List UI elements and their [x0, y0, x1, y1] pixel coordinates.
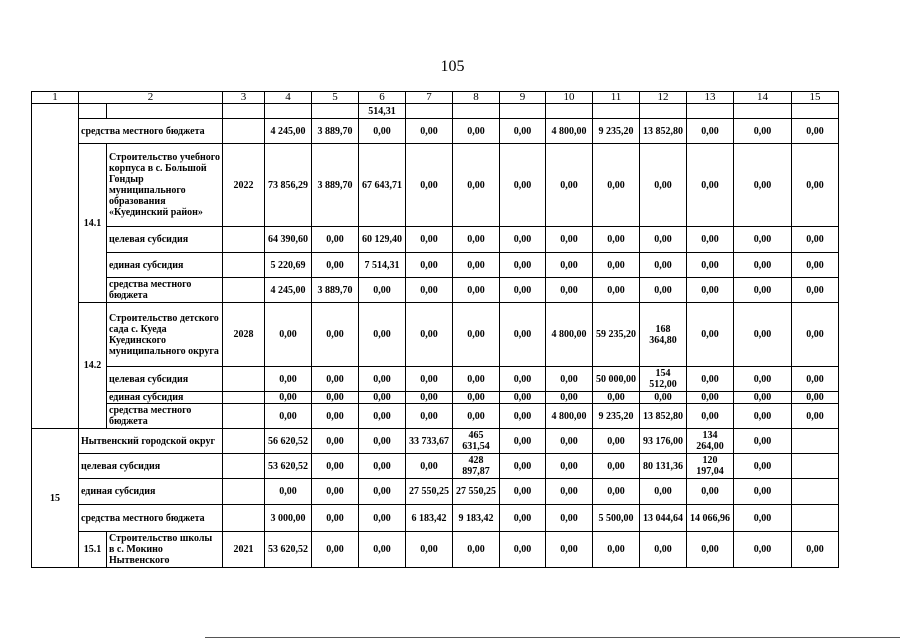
subsection-cell: 14.1: [79, 144, 107, 303]
value-cell: 0,00: [453, 144, 500, 227]
value-cell: 0,00: [687, 479, 734, 505]
value-cell: 56 620,52: [265, 429, 312, 454]
value-cell: 0,00: [593, 144, 640, 227]
year-cell: [223, 404, 265, 429]
value-cell: 0,00: [406, 119, 453, 144]
value-cell: 0,00: [500, 392, 546, 404]
value-cell: 514,31: [359, 104, 406, 119]
bottom-rule: [205, 637, 900, 638]
value-cell: 0,00: [500, 454, 546, 479]
value-cell: 0,00: [312, 392, 359, 404]
table-row: [32, 227, 839, 253]
value-cell: [687, 104, 734, 119]
value-cell: [312, 104, 359, 119]
value-cell: [792, 454, 839, 479]
table-row: [32, 104, 839, 119]
header-cell: 6: [359, 92, 406, 104]
year-cell: [223, 505, 265, 532]
name-cell: [107, 104, 223, 119]
value-cell: 0,00: [359, 303, 406, 367]
name-cell: Строительство учебного корпуса в с. Большой Гондыр муниципального образования «Куединский район»: [107, 144, 223, 227]
value-cell: 0,00: [593, 429, 640, 454]
year-cell: [223, 227, 265, 253]
year-cell: [223, 253, 265, 278]
value-cell: 0,00: [593, 392, 640, 404]
value-cell: 0,00: [546, 144, 593, 227]
header-cell: 14: [734, 92, 792, 104]
value-cell: 0,00: [406, 227, 453, 253]
table-header-row: [32, 92, 839, 104]
value-cell: 0,00: [359, 119, 406, 144]
value-cell: 0,00: [265, 479, 312, 505]
value-cell: 0,00: [640, 392, 687, 404]
value-cell: [593, 104, 640, 119]
value-cell: [453, 104, 500, 119]
year-cell: [223, 479, 265, 505]
value-cell: 80 131,36: [640, 454, 687, 479]
value-cell: 0,00: [312, 532, 359, 568]
value-cell: 3 000,00: [265, 505, 312, 532]
name-cell: единая субсидия: [107, 392, 223, 404]
value-cell: 0,00: [640, 227, 687, 253]
value-cell: 60 129,40: [359, 227, 406, 253]
value-cell: 0,00: [500, 367, 546, 392]
value-cell: 0,00: [312, 505, 359, 532]
value-cell: 0,00: [546, 392, 593, 404]
value-cell: 0,00: [734, 227, 792, 253]
value-cell: 0,00: [546, 227, 593, 253]
value-cell: 93 176,00: [640, 429, 687, 454]
value-cell: 0,00: [687, 392, 734, 404]
value-cell: 0,00: [687, 119, 734, 144]
value-cell: 0,00: [687, 303, 734, 367]
value-cell: 465 631,54: [453, 429, 500, 454]
header-cell: 11: [593, 92, 640, 104]
header-cell: 9: [500, 92, 546, 104]
value-cell: 0,00: [453, 532, 500, 568]
subsection-cell: [79, 104, 107, 119]
value-cell: 0,00: [500, 144, 546, 227]
table-row: [32, 144, 839, 227]
value-cell: 0,00: [687, 278, 734, 303]
value-cell: 0,00: [359, 429, 406, 454]
table-row: [32, 367, 839, 392]
value-cell: 428 897,87: [453, 454, 500, 479]
value-cell: 0,00: [640, 144, 687, 227]
value-cell: 0,00: [453, 392, 500, 404]
value-cell: 0,00: [500, 278, 546, 303]
table-row: [32, 429, 839, 454]
name-cell: целевая субсидия: [79, 454, 223, 479]
value-cell: 0,00: [265, 367, 312, 392]
value-cell: 0,00: [359, 278, 406, 303]
value-cell: 0,00: [792, 253, 839, 278]
value-cell: 67 643,71: [359, 144, 406, 227]
value-cell: 0,00: [546, 532, 593, 568]
value-cell: 9 235,20: [593, 119, 640, 144]
value-cell: 168 364,80: [640, 303, 687, 367]
value-cell: 59 235,20: [593, 303, 640, 367]
value-cell: 53 620,52: [265, 532, 312, 568]
value-cell: 0,00: [359, 404, 406, 429]
value-cell: 0,00: [500, 227, 546, 253]
value-cell: 0,00: [546, 454, 593, 479]
value-cell: 0,00: [312, 227, 359, 253]
value-cell: 0,00: [500, 532, 546, 568]
value-cell: 0,00: [734, 253, 792, 278]
value-cell: 14 066,96: [687, 505, 734, 532]
name-cell: средства местного бюджета: [79, 119, 223, 144]
year-cell: [223, 278, 265, 303]
value-cell: 0,00: [406, 454, 453, 479]
name-cell: целевая субсидия: [107, 367, 223, 392]
year-cell: 2028: [223, 303, 265, 367]
value-cell: 0,00: [792, 278, 839, 303]
header-cell: 4: [265, 92, 312, 104]
value-cell: 0,00: [265, 404, 312, 429]
value-cell: 0,00: [734, 303, 792, 367]
value-cell: [734, 104, 792, 119]
value-cell: 0,00: [792, 144, 839, 227]
value-cell: 0,00: [500, 429, 546, 454]
value-cell: 0,00: [734, 454, 792, 479]
value-cell: 0,00: [593, 454, 640, 479]
table-row: [32, 532, 839, 568]
name-cell: Строительство школы в с. Мокино Нытвенского: [107, 532, 223, 568]
table-row: [32, 278, 839, 303]
value-cell: 3 889,70: [312, 278, 359, 303]
value-cell: 0,00: [546, 253, 593, 278]
value-cell: 0,00: [359, 505, 406, 532]
value-cell: 134 264,00: [687, 429, 734, 454]
value-cell: [640, 104, 687, 119]
value-cell: [792, 429, 839, 454]
table-row: [32, 505, 839, 532]
name-cell: Нытвенский городской округ: [79, 429, 223, 454]
value-cell: 0,00: [500, 505, 546, 532]
header-cell: 3: [223, 92, 265, 104]
value-cell: 0,00: [734, 119, 792, 144]
value-cell: 0,00: [792, 532, 839, 568]
value-cell: 13 852,80: [640, 404, 687, 429]
value-cell: 3 889,70: [312, 119, 359, 144]
value-cell: 53 620,52: [265, 454, 312, 479]
value-cell: 0,00: [792, 392, 839, 404]
value-cell: 5 500,00: [593, 505, 640, 532]
header-cell: 1: [32, 92, 79, 104]
value-cell: 0,00: [359, 454, 406, 479]
value-cell: 0,00: [687, 144, 734, 227]
value-cell: 0,00: [500, 303, 546, 367]
table-row: [32, 119, 839, 144]
value-cell: 0,00: [640, 479, 687, 505]
section-number-cell: 15: [32, 429, 79, 568]
value-cell: 0,00: [312, 454, 359, 479]
value-cell: 0,00: [453, 227, 500, 253]
name-cell: единая субсидия: [79, 479, 223, 505]
value-cell: 0,00: [500, 479, 546, 505]
value-cell: 13 852,80: [640, 119, 687, 144]
name-cell: средства местного бюджета: [79, 505, 223, 532]
value-cell: 0,00: [453, 278, 500, 303]
value-cell: 0,00: [312, 479, 359, 505]
value-cell: 0,00: [500, 404, 546, 429]
value-cell: 0,00: [593, 278, 640, 303]
value-cell: 0,00: [453, 253, 500, 278]
value-cell: 0,00: [734, 404, 792, 429]
value-cell: 0,00: [734, 479, 792, 505]
value-cell: [792, 479, 839, 505]
value-cell: 0,00: [406, 303, 453, 367]
name-cell: целевая субсидия: [107, 227, 223, 253]
value-cell: 0,00: [312, 429, 359, 454]
value-cell: 13 044,64: [640, 505, 687, 532]
value-cell: 0,00: [453, 367, 500, 392]
value-cell: [500, 104, 546, 119]
value-cell: 0,00: [687, 253, 734, 278]
header-cell: 8: [453, 92, 500, 104]
header-cell: 7: [406, 92, 453, 104]
year-cell: [223, 454, 265, 479]
value-cell: 0,00: [734, 505, 792, 532]
value-cell: 33 733,67: [406, 429, 453, 454]
table-row: [32, 303, 839, 367]
table-row: [32, 253, 839, 278]
value-cell: 5 220,69: [265, 253, 312, 278]
value-cell: 7 514,31: [359, 253, 406, 278]
table-row: [32, 454, 839, 479]
year-cell: 2021: [223, 532, 265, 568]
value-cell: 0,00: [792, 404, 839, 429]
year-cell: [223, 367, 265, 392]
value-cell: 0,00: [546, 479, 593, 505]
year-cell: [223, 429, 265, 454]
value-cell: 0,00: [406, 392, 453, 404]
value-cell: 0,00: [640, 253, 687, 278]
value-cell: 0,00: [359, 532, 406, 568]
header-cell: 15: [792, 92, 839, 104]
value-cell: 64 390,60: [265, 227, 312, 253]
value-cell: 0,00: [593, 253, 640, 278]
value-cell: 0,00: [312, 303, 359, 367]
budget-table: [31, 91, 839, 568]
value-cell: 0,00: [792, 119, 839, 144]
value-cell: 0,00: [500, 253, 546, 278]
value-cell: 0,00: [734, 392, 792, 404]
value-cell: 0,00: [734, 429, 792, 454]
name-cell: средства местного бюджета: [107, 278, 223, 303]
table-row: [32, 392, 839, 404]
value-cell: 0,00: [406, 278, 453, 303]
value-cell: [406, 104, 453, 119]
value-cell: 3 889,70: [312, 144, 359, 227]
subsection-cell: 14.2: [79, 303, 107, 429]
value-cell: 4 245,00: [265, 278, 312, 303]
header-cell: 13: [687, 92, 734, 104]
value-cell: 0,00: [640, 532, 687, 568]
value-cell: 50 000,00: [593, 367, 640, 392]
value-cell: 0,00: [312, 253, 359, 278]
value-cell: 0,00: [406, 144, 453, 227]
value-cell: 0,00: [734, 532, 792, 568]
value-cell: 0,00: [687, 532, 734, 568]
value-cell: 0,00: [792, 367, 839, 392]
year-cell: [223, 392, 265, 404]
value-cell: 73 856,29: [265, 144, 312, 227]
value-cell: 0,00: [312, 404, 359, 429]
section-number-cell: [32, 104, 79, 429]
subsection-cell: 15.1: [79, 532, 107, 568]
value-cell: [265, 104, 312, 119]
header-cell: 2: [79, 92, 223, 104]
value-cell: 0,00: [546, 278, 593, 303]
header-cell: 5: [312, 92, 359, 104]
year-cell: 2022: [223, 144, 265, 227]
name-cell: средства местного бюджета: [107, 404, 223, 429]
value-cell: 0,00: [734, 367, 792, 392]
value-cell: 0,00: [734, 144, 792, 227]
value-cell: 9 235,20: [593, 404, 640, 429]
value-cell: 0,00: [406, 532, 453, 568]
value-cell: 0,00: [265, 392, 312, 404]
value-cell: 0,00: [312, 367, 359, 392]
value-cell: 27 550,25: [453, 479, 500, 505]
value-cell: 0,00: [687, 404, 734, 429]
value-cell: 0,00: [500, 119, 546, 144]
value-cell: 0,00: [359, 367, 406, 392]
value-cell: 0,00: [593, 532, 640, 568]
value-cell: 0,00: [359, 392, 406, 404]
value-cell: 0,00: [546, 505, 593, 532]
value-cell: 0,00: [359, 479, 406, 505]
value-cell: 0,00: [593, 227, 640, 253]
value-cell: 0,00: [453, 404, 500, 429]
value-cell: 0,00: [406, 253, 453, 278]
value-cell: 4 800,00: [546, 303, 593, 367]
value-cell: 0,00: [453, 119, 500, 144]
value-cell: 0,00: [406, 367, 453, 392]
name-cell: единая субсидия: [107, 253, 223, 278]
value-cell: 120 197,04: [687, 454, 734, 479]
value-cell: 4 245,00: [265, 119, 312, 144]
header-cell: 10: [546, 92, 593, 104]
value-cell: [546, 104, 593, 119]
value-cell: 4 800,00: [546, 119, 593, 144]
value-cell: 0,00: [734, 278, 792, 303]
value-cell: 0,00: [792, 227, 839, 253]
value-cell: 0,00: [265, 303, 312, 367]
page-number: 105: [440, 58, 465, 75]
value-cell: 9 183,42: [453, 505, 500, 532]
value-cell: 0,00: [453, 303, 500, 367]
value-cell: 0,00: [546, 367, 593, 392]
value-cell: 0,00: [593, 479, 640, 505]
table-row: [32, 479, 839, 505]
value-cell: [792, 505, 839, 532]
header-cell: 12: [640, 92, 687, 104]
value-cell: 0,00: [546, 429, 593, 454]
year-cell: [223, 104, 265, 119]
value-cell: 27 550,25: [406, 479, 453, 505]
value-cell: [792, 104, 839, 119]
value-cell: 4 800,00: [546, 404, 593, 429]
name-cell: Строительство детского сада с. Куеда Куединского муниципального округа: [107, 303, 223, 367]
value-cell: 154 512,00: [640, 367, 687, 392]
value-cell: 0,00: [687, 227, 734, 253]
value-cell: 6 183,42: [406, 505, 453, 532]
value-cell: 0,00: [640, 278, 687, 303]
value-cell: 0,00: [792, 303, 839, 367]
table-row: [32, 404, 839, 429]
value-cell: 0,00: [687, 367, 734, 392]
value-cell: 0,00: [406, 404, 453, 429]
year-cell: [223, 119, 265, 144]
